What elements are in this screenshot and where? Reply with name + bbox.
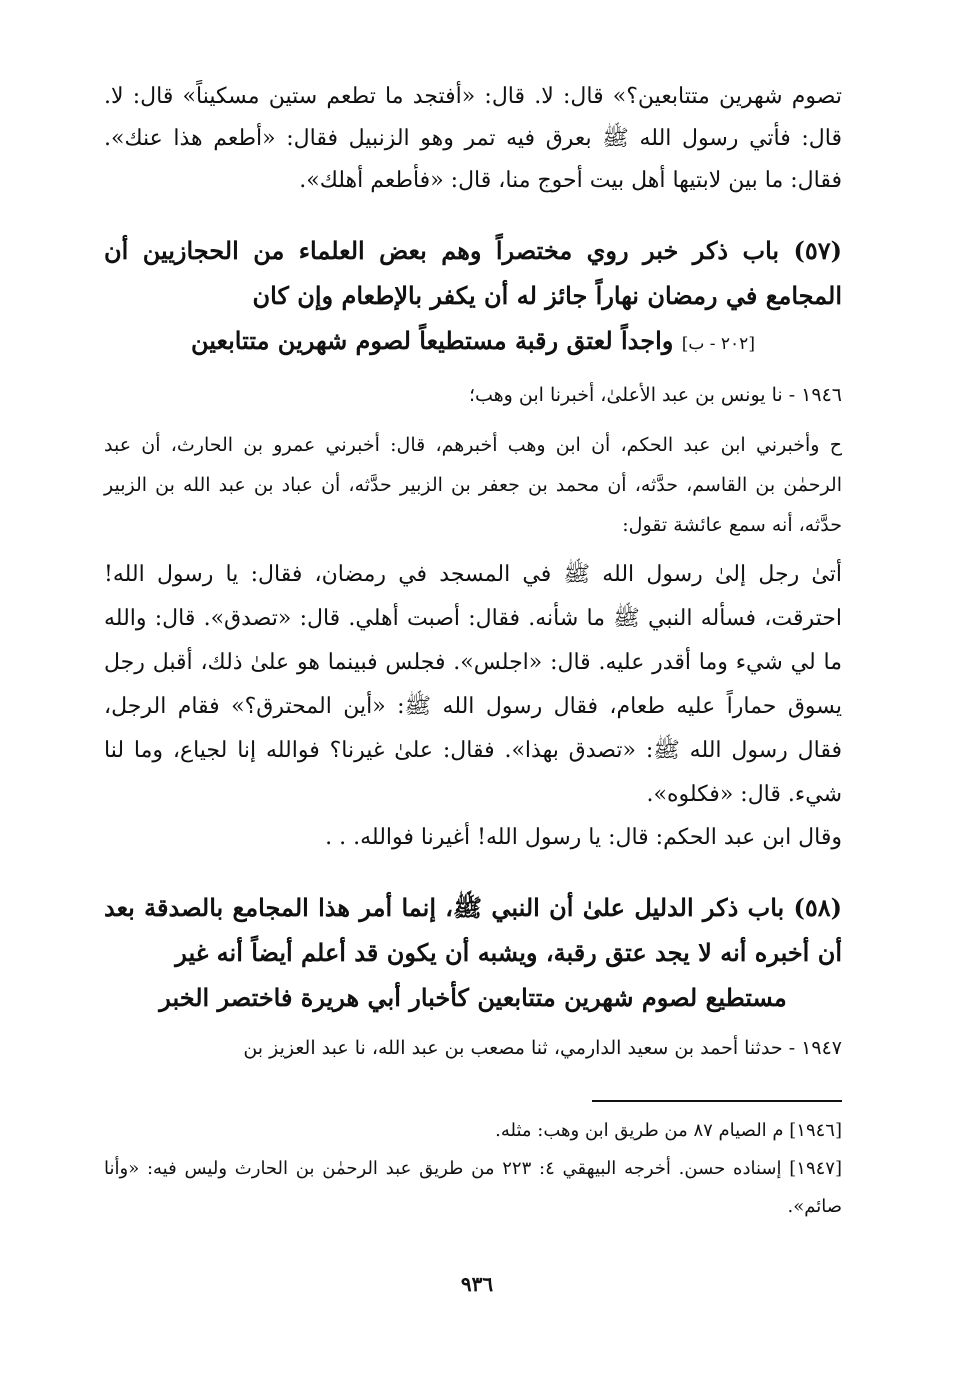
footnote-separator — [592, 1100, 842, 1102]
footnote-1947: [١٩٤٧] إسناده حسن. أخرجه البيهقي ٤: ٢٢٣ من طريق عبد الرحمٰن بن الحارث وليس فيه: «وأنا صائم». — [104, 1158, 842, 1217]
hadith-1946-isnad-2: ح وأخبرني ابن عبد الحكم، أن ابن وهب أخبرهم، قال: أخبرني عمرو بن الحارث، أن عبد الرحمٰن بن القاسم، حدَّثه، أن محمد بن جعفر بن الزبير حدَّثه، أن عباد بن عبد الله بن الزبير حدَّثه، أنه سمع عائشة تقول: — [104, 434, 842, 536]
chapter-58-heading — [104, 885, 842, 1020]
chapter-57-heading — [104, 228, 842, 367]
chapter-58-title: (٥٨) باب ذكر الدليل علىٰ أن النبي ﷺ، إنما أمر هذا المجامع بالصدقة بعد أن أخبره أنه لا يجد عتق رقبة، ويشبه أن يكون قد أعلم أيضاً أنه غير — [104, 893, 842, 967]
manuscript-folio-ref: [٢٠٢ - ب] — [681, 334, 755, 354]
chapter-57-title: (٥٧) باب ذكر خبر روي مختصراً وهم بعض العلماء من الحجازيين أن المجامع في رمضان نهاراً جائز له أن يكفر بالإطعام وإن كان — [104, 236, 842, 310]
hadith-1946-isnad-1: ١٩٤٦ - نا يونس بن عبد الأعلىٰ، أخبرنا ابن وهب؛ — [468, 384, 842, 406]
hadith-1946-matn: أتىٰ رجل إلىٰ رسول الله ﷺ في المسجد في رمضان، فقال: يا رسول الله! احترقت، فسأله النبي ﷺ ما شأنه. فقال: أصبت أهلي. قال: «تصدق». قال: والله ما لي شيء وما أقدر عليه. قال: «اجلس». فجلس فبينما هو علىٰ ذلك، أقبل رجل يسوق حماراً عليه طعام، فقال رسول الله ﷺ: «أين المحترق؟» فقام الرجل، فقال رسول الله ﷺ: «تصدق بهذا». فقال: علىٰ غيرنا؟ فوالله إنا لجياع، وما لنا شيء. قال: «فكلوه». — [104, 562, 842, 807]
page-number: ٩٣٦ — [460, 1272, 494, 1296]
chapter-57-title-end: واجداً لعتق رقبة مستطيعاً لصوم شهرين متتابعين — [191, 326, 674, 355]
opening-paragraph: تصوم شهرين متتابعين؟» قال: لا. قال: «أفتجد ما تطعم ستين مسكيناً» قال: لا. قال: فأتي رسول الله ﷺ بعرق فيه تمر وهو الزنبيل فقال: «أطعم هذا عنك». فقال: ما بين لابتيها أهل بيت أحوج منا، قال: «فأطعم أهلك». — [104, 84, 842, 193]
hadith-1946-closing: وقال ابن عبد الحكم: قال: يا رسول الله! أغيرنا فوالله. . . — [325, 825, 842, 850]
hadith-1947-isnad: ١٩٤٧ - حدثنا أحمد بن سعيد الدارمي، ثنا مصعب بن عبد الله، نا عبد العزيز بن — [243, 1037, 842, 1059]
chapter-58-title-end: مستطيع لصوم شهرين متتابعين كأخبار أبي هريرة فاختصر الخبر — [159, 983, 787, 1012]
chapter-57-title-end-line — [104, 318, 842, 367]
footnote-1946: [١٩٤٦] م الصيام ٨٧ من طريق ابن وهب: مثله. — [495, 1120, 842, 1141]
